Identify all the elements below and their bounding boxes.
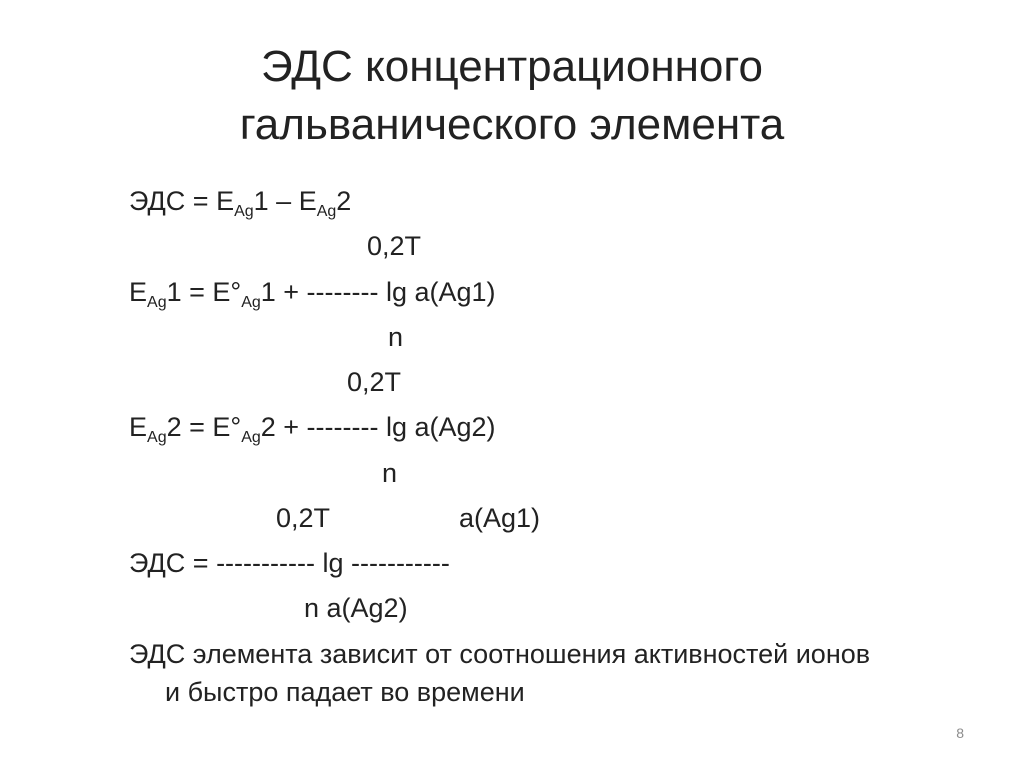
e2-part-a: E (129, 412, 148, 442)
e2-denominator: n (382, 458, 398, 488)
final-numerator-right: a(Ag1) (459, 503, 541, 533)
emf-sub-1: Ag (234, 203, 254, 220)
e1-denominator: n (388, 322, 404, 352)
final-numerator-left: 0,2T (276, 503, 331, 533)
e1-part-c: 1 + -------- lg a(Ag1) (260, 277, 496, 307)
e2-part-b: 2 = E° (166, 412, 242, 442)
e1-sub-1: Ag (147, 294, 167, 311)
title-line-2: гальванического элемента (239, 100, 785, 149)
final-denominator: n a(Ag2) (304, 593, 408, 623)
e2-sub-2: Ag (241, 429, 261, 446)
e2-part-c: 2 + -------- lg a(Ag2) (260, 412, 496, 442)
conclusion-line-1: ЭДС элемента зависит от соотношения активностей ионов (129, 639, 871, 669)
e1-part-a: E (129, 277, 148, 307)
e2-equation (129, 411, 496, 446)
emf-lhs: ЭДС = E (129, 186, 235, 216)
slide-title (0, 38, 1024, 154)
emf-equation (129, 185, 352, 220)
title-line-1: ЭДС концентрационного (261, 42, 763, 91)
emf-mid: 1 – E (253, 186, 317, 216)
final-equation: ЭДС = ----------- lg ----------- (129, 548, 450, 578)
e1-numerator: 0,2T (367, 231, 422, 261)
conclusion-line-2: и быстро падает во времени (165, 677, 525, 707)
e1-part-b: 1 = E° (166, 277, 242, 307)
emf-end: 2 (336, 186, 352, 216)
e2-sub-1: Ag (147, 429, 167, 446)
e2-numerator: 0,2T (347, 367, 402, 397)
emf-sub-2: Ag (316, 203, 337, 220)
e1-sub-2: Ag (241, 294, 261, 311)
e1-equation (129, 276, 496, 311)
page-number: 8 (956, 725, 964, 741)
